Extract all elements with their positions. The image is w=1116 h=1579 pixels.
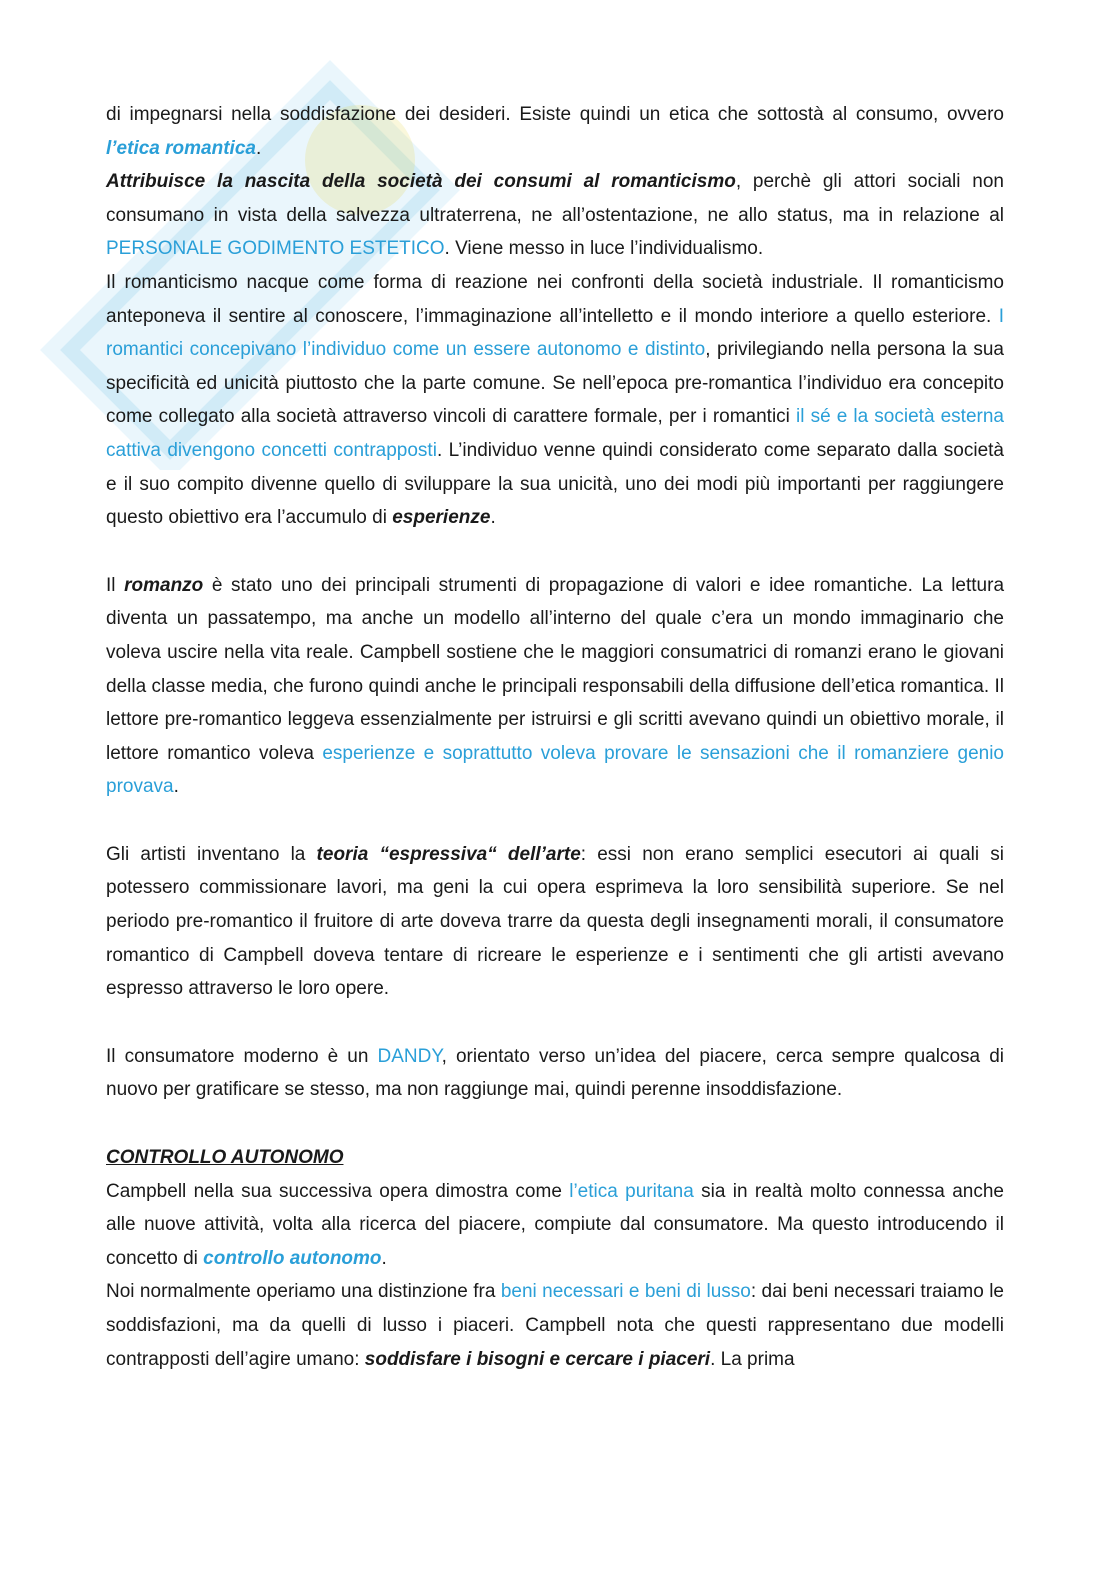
paragraph-2 — [106, 165, 1004, 266]
highlight-text: esperienze e soprattutto voleva provare le sensazioni che il romanziere genio provava — [106, 742, 1004, 798]
text-run: Il — [106, 574, 125, 596]
paragraph-spacer — [106, 1107, 1004, 1141]
text-run: . — [173, 776, 179, 798]
paragraph-4 — [106, 569, 1004, 804]
highlight-text: DANDY — [377, 1045, 442, 1067]
paragraph-spacer — [106, 1006, 1004, 1040]
text-run: . — [255, 137, 262, 159]
text-run: Campbell nella sua successiva opera dimostra come — [106, 1180, 570, 1202]
paragraph-3 — [106, 266, 1004, 535]
text-run: Il romanticismo nacque come forma di reazione nei confronti della società industriale. Il romanticismo anteponeva il sentire al conoscere, l’immaginazione all’intelletto e il mondo interiore a quello esteriore. — [106, 271, 1004, 327]
text-run: . La prima — [710, 1348, 795, 1370]
emphasis-term: romanzo — [124, 574, 204, 596]
emphasis-term: esperienze — [392, 507, 491, 529]
text-run: : essi non erano semplici esecutori ai quali si potessero commissionare lavori, ma geni la cui opera esprimeva la loro sensibilità superiore. Se nel periodo pre-romantico il fruitore di arte doveva trarre da questa degli insegnamenti morali, il consumatore romantico di Campbell doveva tentare di ricreare le esperienze e i sentimenti che gli artisti avevano espresso attraverso le loro opere. — [106, 843, 1004, 1000]
highlight-text: l’etica puritana — [569, 1180, 694, 1202]
paragraph-8 — [106, 1275, 1004, 1376]
emphasis-term: controllo autonomo — [203, 1247, 382, 1269]
text-run: Il consumatore moderno è un — [106, 1045, 378, 1067]
text-run: . — [381, 1247, 387, 1269]
text-run: è stato uno dei principali strumenti di propagazione di valori e idee romantiche. La lettura diventa un passatempo, ma anche un modello all’interno del quale c’era un mondo immaginario che voleva uscire nella vita reale. Campbell sostiene che le maggiori consumatrici di romanzi erano le giovani della classe media, che furono quindi anche le principali responsabili della diffusione dell’etica romantica. Il lettore pre-romantico leggeva essenzialmente per istruirsi e gli scritti avevano quindi un obiettivo morale, il lettore romantico voleva — [106, 574, 1005, 764]
emphasis-term: l’etica romantica — [106, 137, 256, 159]
text-run: , privilegiando nella persona la sua specificità ed unicità piuttosto che la parte comune. Se nell’epoca pre-romantica l’individuo era concepito come collegato alla società attraverso vincoli di carattere formale, per i romantici — [106, 339, 1004, 428]
text-run: , orientato verso un’idea del piacere, cerca sempre qualcosa di nuovo per gratificare se stesso, ma non raggiunge mai, quindi perenne insoddisfazione. — [106, 1045, 1005, 1101]
emphasis-term: soddisfare i bisogni e cercare i piaceri — [364, 1348, 711, 1370]
paragraph-1 — [106, 98, 1004, 165]
text-run: Noi normalmente operiamo una distinzione fra — [106, 1281, 501, 1303]
paragraph-spacer — [106, 804, 1004, 838]
text-run: di impegnarsi nella soddisfazione dei desideri. Esiste quindi un etica che sottostà al consumo, ovvero — [106, 104, 1004, 125]
text-run: Gli artisti inventano la — [106, 843, 317, 865]
emphasis-term: teoria “espressiva“ dell’arte — [316, 843, 581, 865]
highlight-text: PERSONALE GODIMENTO ESTETICO — [106, 238, 445, 260]
text-run: . Viene messo in luce l’individualismo. — [444, 238, 764, 260]
emphasis-term: Attribuisce la nascita della società dei consumi al romanticismo — [106, 171, 736, 193]
paragraph-7 — [106, 1175, 1004, 1276]
document-body — [106, 98, 1004, 1376]
highlight-text: beni necessari e beni di lusso — [500, 1281, 751, 1303]
text-run: . — [490, 507, 496, 529]
text-run: . L’individuo venne quindi considerato come separato dalla società e il suo compito divenne quello di sviluppare la sua unicità, uno dei modi più importanti per raggiungere questo obiettivo era l’accumulo di — [106, 439, 1004, 529]
text-run: : dai beni necessari traiamo le soddisfazioni, ma da quelli di lusso i piaceri. Campbell nota che questi rappresentano due modelli contrapposti dell’agire umano: — [106, 1281, 1004, 1370]
text-run: , perchè gli attori sociali non consumano in vista della salvezza ultraterrena, ne all’ostentazione, ne allo status, ma in relazione al — [106, 171, 1004, 226]
paragraph-spacer — [106, 535, 1004, 569]
paragraph-5 — [106, 838, 1004, 1006]
text-run: sia in realtà molto connessa anche alle nuove attività, volta alla ricerca del piacere, compiute dal consumatore. Ma questo introducendo il concetto di — [106, 1180, 1004, 1269]
highlight-text: I romantici concepivano l’individuo come un essere autonomo e distinto — [106, 305, 1004, 361]
paragraph-6 — [106, 1040, 1004, 1107]
highlight-text: il sé e la società esterna cattiva divengono concetti contrapposti — [106, 406, 1004, 461]
section-heading: CONTROLLO AUTONOMO — [106, 1147, 344, 1169]
